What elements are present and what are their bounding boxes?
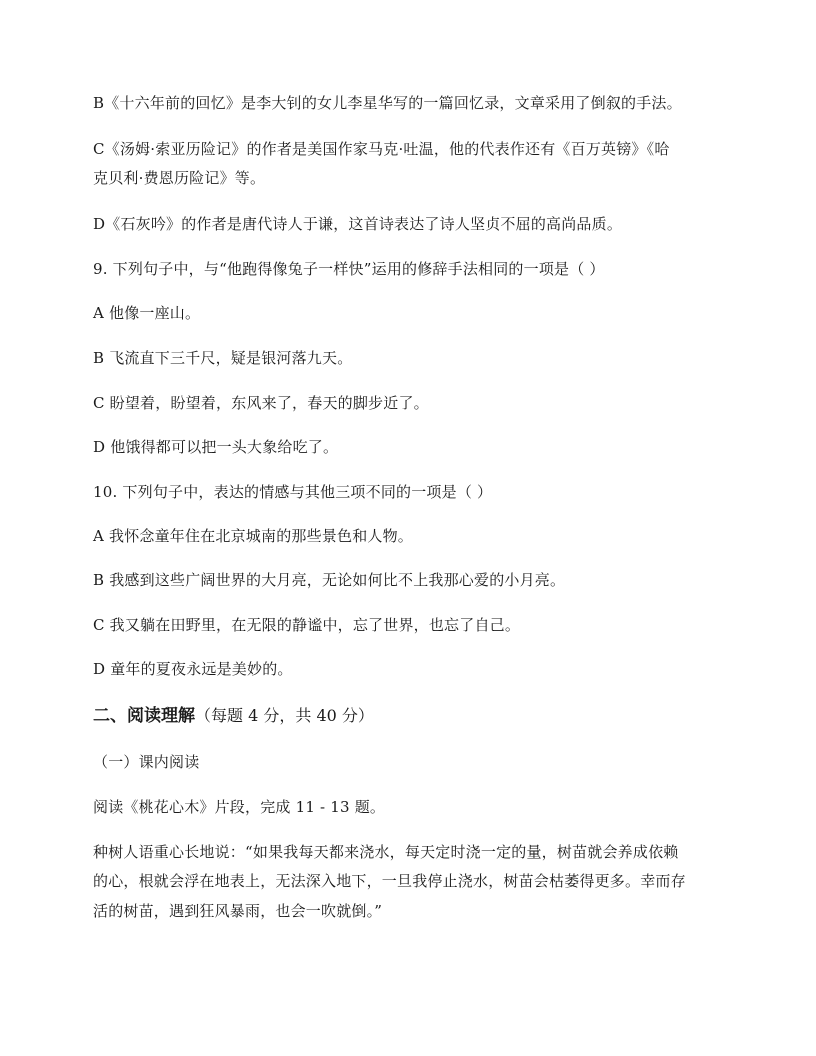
question-10-option-d: D 童年的夏夜永远是美妙的。 <box>93 660 293 678</box>
subsection-heading: （一）课内阅读 <box>93 753 200 771</box>
option-d-line: D《石灰吟》的作者是唐代诗人于谦，这首诗表达了诗人坚贞不屈的高尚品质。 <box>93 215 623 233</box>
question-10-option-a: A 我怀念童年住在北京城南的那些景色和人物。 <box>93 527 414 545</box>
option-c-line-2: 克贝利·费恩历险记》等。 <box>93 169 266 187</box>
option-c-line-1: C《汤姆·索亚历险记》的作者是美国作家马克·吐温，他的代表作还有《百万英镑》《哈 <box>93 140 670 158</box>
question-9-option-c: C 盼望着，盼望着，东风来了，春天的脚步近了。 <box>93 394 429 412</box>
passage-line-3: 活的树苗，遇到狂风暴雨，也会一吹就倒。” <box>93 902 383 920</box>
section-score-note: （每题 4 分，共 40 分） <box>195 706 374 725</box>
section-heading <box>93 701 374 731</box>
reading-instruction: 阅读《桃花心木》片段，完成 11 - 13 题。 <box>93 798 386 816</box>
question-10-option-c: C 我又躺在田野里，在无限的静谧中，忘了世界，也忘了自己。 <box>93 616 521 634</box>
section-title: 二、阅读理解 <box>93 706 195 726</box>
question-9-option-b: B 飞流直下三千尺，疑是银河落九天。 <box>93 349 353 367</box>
question-9: 9. 下列句子中，与“他跑得像兔子一样快”运用的修辞手法相同的一项是（ ） <box>93 260 605 278</box>
option-b-line: B《十六年前的回忆》是李大钊的女儿李星华写的一篇回忆录，文章采用了倒叙的手法。 <box>93 94 682 112</box>
question-10-option-b: B 我感到这些广阔世界的大月亮，无论如何比不上我那心爱的小月亮。 <box>93 571 566 589</box>
passage-line-2: 的心，根就会浮在地表上，无法深入地下，一旦我停止浇水，树苗会枯萎得更多。幸而存 <box>93 872 686 890</box>
question-9-option-d: D 他饿得都可以把一头大象给吃了。 <box>93 438 339 456</box>
question-9-option-a: A 他像一座山。 <box>93 304 201 322</box>
passage-line-1: 种树人语重心长地说：“如果我每天都来浇水，每天定时浇一定的量，树苗就会养成依赖 <box>93 843 679 861</box>
question-10: 10. 下列句子中，表达的情感与其他三项不同的一项是（ ） <box>93 483 493 501</box>
